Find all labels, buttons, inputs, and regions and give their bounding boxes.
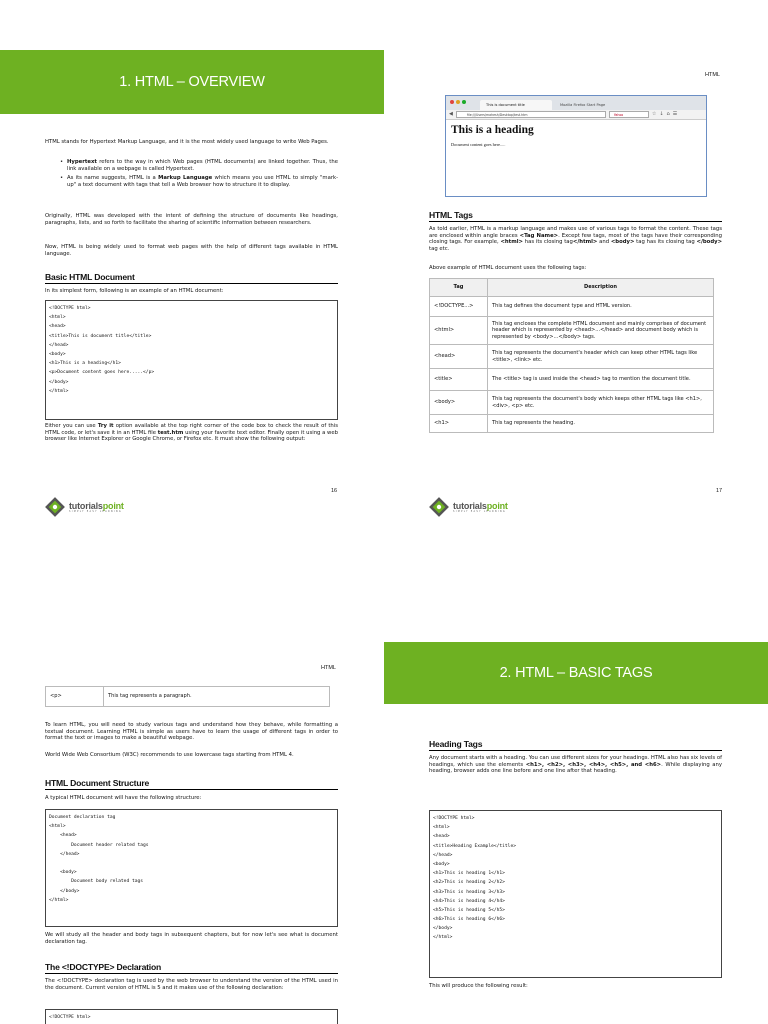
code-line: <html>: [49, 315, 66, 321]
home-icon: ⌂: [666, 111, 670, 117]
structure-block: [45, 809, 338, 927]
section-title: HTML Tags: [429, 210, 722, 222]
table-row: [430, 369, 714, 391]
section-intro: A typical HTML document will have the following structure:: [45, 795, 202, 801]
bullet-item: • Hypertext refers to the way in which Web pages (HTML documents) are linked together. Thus, the link available on a webpage is called Hypertext.: [45, 159, 338, 172]
paragraph: This will produce the following result:: [429, 983, 528, 989]
table-cell: This tag encloses the complete HTML document and mainly comprises of document header which is represented by <head>...</head> and document body which is represented by <body>...</body> tags.: [488, 317, 714, 345]
table-header-row: [430, 279, 714, 297]
page-17: [384, 0, 768, 512]
chapter-title: 2. HTML – BASIC TAGS: [499, 665, 653, 681]
code-line: Document declaration tag: [49, 815, 116, 820]
code-line: <!DOCTYPE html>: [49, 306, 91, 311]
table-row: [430, 391, 714, 415]
browser-nav-bar: [446, 110, 706, 120]
code-line: </head>: [49, 342, 69, 348]
table-cell: <!DOCTYPE...>: [430, 297, 488, 317]
table-row: [430, 345, 714, 369]
page-number: 16: [331, 488, 338, 494]
browser-content: [446, 120, 706, 150]
tutorialspoint-logo: tutorialspoint SIMPLY EASY LEARNING: [44, 496, 124, 518]
star-icon: ☆: [651, 111, 657, 117]
rendered-heading: This is a heading: [451, 124, 534, 136]
code-line: <body>: [49, 351, 66, 357]
table-header: Tag: [430, 279, 488, 297]
table-row: [430, 317, 714, 345]
section-title: Heading Tags: [429, 739, 722, 751]
table-cell: <body>: [430, 391, 488, 415]
code-line: <body>: [49, 870, 77, 876]
code-line: <h2>This is heading 2</h2>: [433, 880, 505, 886]
paragraph: Either you can use Try it option available at the top right corner of the code box to check the result of this HTML code, or let's save it in an HTML file test.htm using your favorite text editor. Finally open it using a web browser like Internet Explorer or Google Chrome, or Firefox etc. It must show the following output:: [45, 423, 338, 442]
search-box: Yahoo: [609, 111, 649, 118]
page-16: [0, 0, 384, 512]
bullet-list: [45, 159, 338, 191]
running-head: HTML: [705, 72, 720, 78]
running-head: HTML: [321, 665, 336, 671]
chapter-banner: [384, 642, 768, 704]
table-cell: <html>: [430, 317, 488, 345]
code-line: <p>Document content goes here.....</p>: [49, 370, 155, 376]
back-icon: ◀: [449, 111, 453, 117]
table-cell: This tag defines the document type and HTML version.: [488, 297, 714, 317]
browser-tab-active: This is document title: [480, 100, 552, 110]
section-title: HTML Document Structure: [45, 778, 338, 790]
url-bar: file:///Users/mahesh/Desktop/test.htm: [456, 111, 606, 118]
code-line: </body>: [49, 379, 69, 385]
table-header: Description: [488, 279, 714, 297]
section-title: The <!DOCTYPE> Declaration: [45, 962, 338, 974]
code-block: [429, 810, 722, 978]
code-line: </head>: [49, 851, 80, 857]
intro-paragraph: HTML stands for Hypertext Markup Language, and it is the most widely used language to write Web Pages.: [45, 139, 329, 145]
chapter-title: 1. HTML – OVERVIEW: [119, 74, 265, 90]
code-block: [45, 300, 338, 420]
section-title: Basic HTML Document: [45, 272, 338, 284]
code-line: <h6>This is heading 6</h6>: [433, 917, 505, 923]
code-line: <head>: [49, 324, 66, 330]
paragraph: We will study all the header and body tags in subsequent chapters, but for now let's see what is document declaration tag.: [45, 932, 338, 945]
page-number: 17: [716, 488, 723, 494]
section-intro: In its simplest form, following is an example of an HTML document:: [45, 288, 224, 294]
table-row: [46, 687, 330, 707]
table-cell: This tag represents the document's header which can keep other HTML tags like <title>, <link> etc.: [488, 345, 714, 369]
menu-icon: ☰: [672, 111, 678, 117]
code-line: Document body related tags: [49, 879, 144, 885]
code-line: <body>: [433, 861, 450, 867]
code-line: </html>: [49, 388, 69, 394]
table-row: [430, 415, 714, 433]
browser-tab-inactive: Mozilla Firefox Start Page: [560, 103, 606, 107]
table-cell: <head>: [430, 345, 488, 369]
rendered-paragraph: Document content goes here.....: [451, 142, 506, 147]
code-line: <title>Heading Example</title>: [433, 843, 516, 849]
tags-table-continued: [45, 686, 330, 707]
table-cell: <p>: [46, 687, 104, 707]
paragraph: Originally, HTML was developed with the intent of defining the structure of documents like headings, paragraphs, lists, and so forth to facilitate the sharing of scientific information between researchers.: [45, 213, 338, 226]
page-18: [0, 512, 384, 1024]
code-line: <html>: [433, 825, 450, 831]
code-line: <h4>This is heading 4</h4>: [433, 898, 505, 904]
code-line: <h1>This is heading 1</h1>: [433, 871, 505, 877]
paragraph: As told earlier, HTML is a markup language and makes use of various tags to format the content. These tags are enclosed within angle braces <Tag Name>. Except few tags, most of the tags have their corresponding closing tags. For example, <html> has its closing tag</html> and <body> tag has its closing tag </body> tag etc.: [429, 226, 723, 252]
code-line: <h1>This is a heading</h1>: [49, 361, 121, 367]
code-line: <h3>This is heading 3</h3>: [433, 889, 505, 895]
chapter-banner: [0, 50, 384, 114]
table-cell: This tag represents the heading.: [488, 415, 714, 433]
download-icon: ↓: [659, 111, 664, 117]
table-cell: This tag represents a paragraph.: [104, 687, 330, 707]
browser-screenshot: [445, 95, 707, 197]
code-line: <!DOCTYPE html>: [433, 816, 475, 821]
paragraph: Above example of HTML document uses the following tags:: [429, 265, 587, 271]
code-line: </html>: [49, 897, 69, 903]
paragraph: The <!DOCTYPE> declaration tag is used by the web browser to understand the version of the HTML used in the document. Current version of HTML is 5 and it makes use of the following declaration:: [45, 978, 338, 991]
paragraph: World Wide Web Consortium (W3C) recommends to use lowercase tags starting from HTML 4.: [45, 752, 294, 758]
table-row: [430, 297, 714, 317]
code-line: </head>: [433, 852, 453, 858]
code-line: <title>This is document title</title>: [49, 333, 152, 339]
paragraph: Any document starts with a heading. You can use different sizes for your headings. HTML also has six levels of headings, which use the elements <h1>, <h2>, <h3>, <h4>, <h5>, and <h6>. While displaying any heading, browser adds one line before and one line after that heading.: [429, 755, 722, 774]
tutorialspoint-logo: tutorialspoint SIMPLY EASY LEARNING: [428, 496, 508, 518]
code-line: [49, 859, 334, 868]
paragraph: To learn HTML, you will need to study various tags and understand how they behave, while formatting a textual document. Learning HTML is simple as users have to learn the usage of different tags in order to format the text or images to make a beautiful webpage.: [45, 722, 338, 741]
code-line: <head>: [49, 833, 77, 839]
code-line: </body>: [433, 926, 453, 932]
table-cell: This tag represents the document's body which keeps other HTML tags like <h1>, <div>, <p> etc.: [488, 391, 714, 415]
code-line: </body>: [49, 888, 80, 894]
code-line: <h5>This is heading 5</h5>: [433, 907, 505, 913]
page-19: [384, 512, 768, 1024]
code-block: <!DOCTYPE html>: [45, 1009, 338, 1024]
tags-table: [429, 278, 714, 433]
code-line: <html>: [49, 824, 66, 830]
code-line: Document header related tags: [49, 842, 149, 848]
window-controls: [450, 100, 466, 104]
browser-tab-bar: [446, 96, 706, 110]
paragraph: Now, HTML is being widely used to format web pages with the help of different tags available in HTML language.: [45, 244, 338, 257]
code-line: </html>: [433, 935, 453, 941]
code-line: <head>: [433, 834, 450, 840]
table-cell: <h1>: [430, 415, 488, 433]
bullet-item: • As its name suggests, HTML is a Markup Language which means you use HTML to simply "mark-up" a text document with tags that tell a Web browser how to structure it to display.: [45, 175, 338, 188]
table-cell: <title>: [430, 369, 488, 391]
table-cell: The <title> tag is used inside the <head> tag to mention the document title.: [488, 369, 714, 391]
